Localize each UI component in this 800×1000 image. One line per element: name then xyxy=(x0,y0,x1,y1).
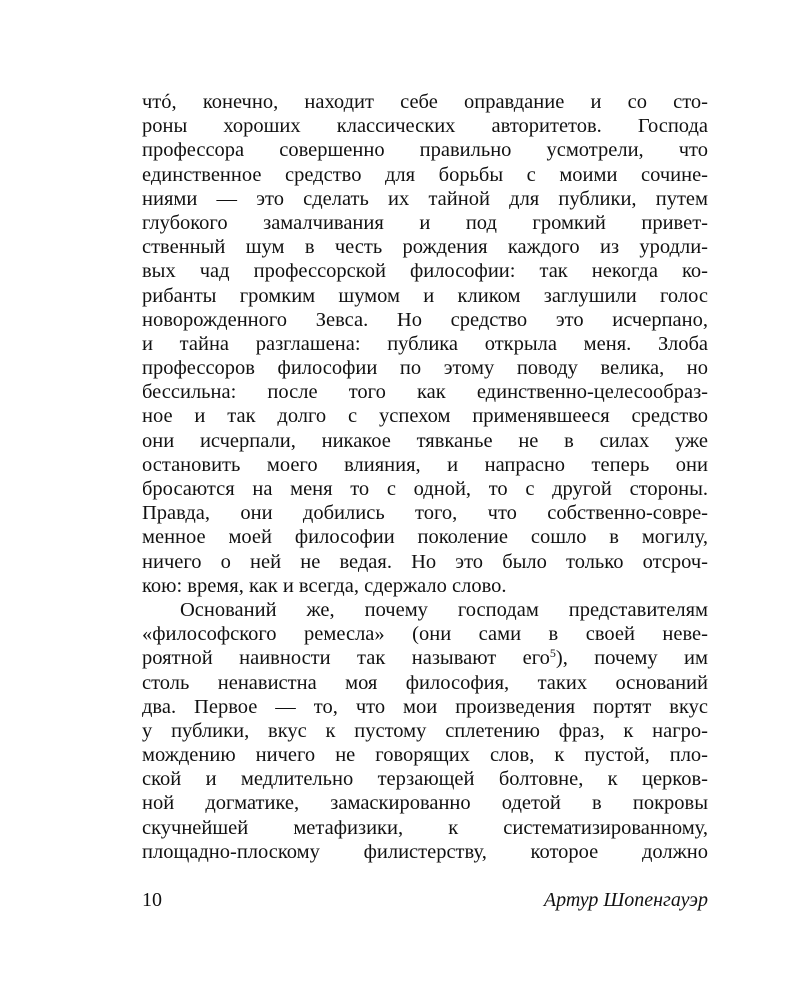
text-line: глубокого замалчивания и под громкий привет- xyxy=(142,211,708,234)
text-line: они исчерпали, никакое тявканье не в силах уже xyxy=(142,429,708,452)
text-line: вых чад профессорской философии: так некогда ко- xyxy=(142,260,708,283)
text-line: бессильна: после того как единственно-целесообраз- xyxy=(142,381,708,404)
text-line: роны хороших классических авторитетов. Господа xyxy=(142,115,708,138)
text-line: ской и медлительно терзающей болтовне, к церков- xyxy=(142,768,708,791)
page-number: 10 xyxy=(142,889,162,911)
text-line: новорожденного Зевса. Но средство это исчерпано, xyxy=(142,308,708,331)
text-line: «философского ремесла» (они сами в своей неве- xyxy=(142,623,708,646)
text-line: ничего о ней не ведая. Но это было только отсроч- xyxy=(142,550,708,573)
text-line: Правда, они добились того, что собственно-совре- xyxy=(142,502,708,525)
text-line: ное и так долго с успехом применявшееся средство xyxy=(142,405,708,428)
page-footer xyxy=(142,889,708,917)
text-line: профессора совершенно правильно усмотрели, что xyxy=(142,139,708,162)
text-line: у публики, вкус к пустому сплетению фраз, к нагро- xyxy=(142,719,708,742)
text-line: бросаются на меня то с одной, то с другой стороны. xyxy=(142,478,708,500)
footnote-ref[interactable]: 5 xyxy=(549,646,556,661)
text-line: ниями — это сделать их тайной для публики, путем xyxy=(142,187,708,210)
text-fragment: ), почему им xyxy=(555,647,709,670)
text-line: мождению ничего не говорящих слов, к пустой, пло- xyxy=(142,744,708,767)
text-line: остановить моего влияния, и напрасно теперь они xyxy=(142,453,708,476)
text-fragment: роятной наивности так называют его xyxy=(142,647,550,670)
text-line: площадно-плоскому филистерству, которое должно xyxy=(142,840,708,863)
text-line: чтó, конечно, находит себе оправдание и со сто- xyxy=(142,91,708,113)
text-line: ственный шум в честь рождения каждого из уродли- xyxy=(142,236,708,259)
paragraph-end-line: кою: время, как и всегда, сдержало слово. xyxy=(142,574,507,597)
text-line: скучнейшей метафизики, к систематизированному, xyxy=(142,816,708,839)
text-line: ной догматике, замаскированно одетой в покровы xyxy=(142,792,708,815)
text-line: и тайна разглашена: публика открыла меня. Злоба xyxy=(142,332,708,355)
text-line: рибанты громким шумом и кликом заглушили голос xyxy=(142,284,708,307)
text-line: единственное средство для борьбы с моими сочине- xyxy=(142,163,708,186)
paragraph-start-line: Оснований же, почему господам представителям xyxy=(180,598,708,621)
running-title: Артур Шопенгауэр xyxy=(543,889,708,911)
text-line: два. Первое — то, что мои произведения портят вкус xyxy=(142,695,708,718)
text-line: профессоров философии по этому поводу велика, но xyxy=(142,357,708,380)
text-line: менное моей философии поколение сошло в могилу, xyxy=(142,526,708,549)
text-line: столь ненавистна моя философия, таких оснований xyxy=(142,671,708,694)
body-text xyxy=(142,90,708,864)
text-line-with-footnote xyxy=(142,646,708,670)
